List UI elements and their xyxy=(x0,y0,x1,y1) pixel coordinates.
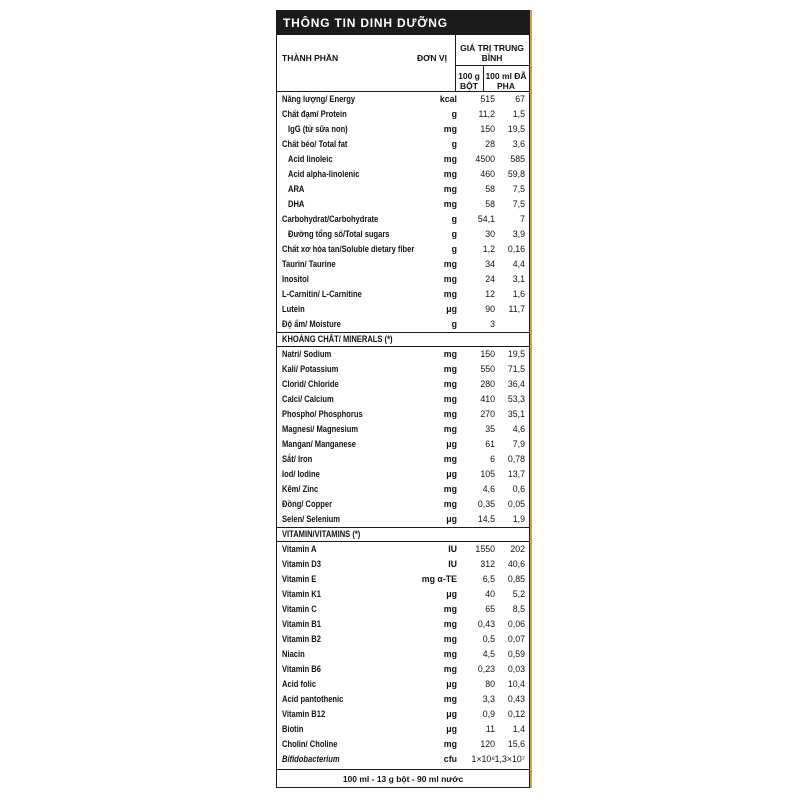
nutrient-name: L-Carnitin/ L-Carnitine xyxy=(282,289,362,299)
table-row xyxy=(277,227,529,242)
table-row xyxy=(277,677,529,692)
nutrient-name: Phospho/ Phosphorus xyxy=(282,409,363,419)
nutrient-name: Iod/ Iodine xyxy=(282,469,320,479)
footer-divider xyxy=(277,769,529,770)
value-per-100ml: 0,12 xyxy=(507,709,525,719)
value-per-100g: 61 xyxy=(485,439,495,449)
nutrient-unit: mg xyxy=(443,394,457,404)
table-row xyxy=(277,212,529,227)
value-per-100g: 90 xyxy=(485,304,495,314)
nutrient-name: Taurin/ Taurine xyxy=(282,259,336,269)
nutrient-name: Biotin xyxy=(282,724,304,734)
value-per-100ml: 0,85 xyxy=(507,574,525,584)
value-per-100g: 4500 xyxy=(475,154,495,164)
nutrient-unit: g xyxy=(451,214,457,224)
nutrient-unit: mg α-TE xyxy=(421,574,457,584)
value-per-100g: 12 xyxy=(485,289,495,299)
value-per-100g: 58 xyxy=(485,199,495,209)
nutrient-unit: IU xyxy=(448,544,457,554)
value-per-100ml: 0,07 xyxy=(507,634,525,644)
value-per-100g: 54,1 xyxy=(477,214,495,224)
value-per-100g: 11 xyxy=(485,724,495,734)
nutrient-unit: mg xyxy=(443,289,457,299)
table-row xyxy=(277,617,529,632)
nutrient-unit: cfu xyxy=(443,754,457,764)
nutrient-unit: mg xyxy=(443,454,457,464)
table-row xyxy=(277,632,529,647)
table-row xyxy=(277,242,529,257)
value-per-100g: 0,35 xyxy=(477,499,495,509)
nutrient-unit: mg xyxy=(443,484,457,494)
panel-title: THÔNG TIN DINH DƯỠNG xyxy=(283,16,448,30)
value-per-100g: 105 xyxy=(480,469,495,479)
nutrient-unit: mg xyxy=(443,259,457,269)
value-per-100g: 6,5 xyxy=(482,574,495,584)
value-per-100g: 1550 xyxy=(475,544,495,554)
value-per-100g: 6 xyxy=(490,454,495,464)
table-row xyxy=(277,377,529,392)
table-row xyxy=(277,737,529,752)
nutrient-name: Chất xơ hòa tan/Soluble dietary fiber xyxy=(282,244,415,254)
value-per-100ml: 19,5 xyxy=(507,124,525,134)
table-row xyxy=(277,497,529,512)
nutrient-unit: μg xyxy=(446,589,457,599)
table-row xyxy=(277,587,529,602)
nutrient-name: Kẽm/ Zinc xyxy=(282,484,319,494)
nutrient-name: Vitamin B12 xyxy=(282,709,326,719)
value-per-100g: 150 xyxy=(480,124,495,134)
value-per-100g: 34 xyxy=(485,259,495,269)
value-per-100ml: 71,5 xyxy=(507,364,525,374)
value-per-100ml: 3,1 xyxy=(512,274,525,284)
nutrient-unit: mg xyxy=(443,169,457,179)
nutrient-unit: mg xyxy=(443,739,457,749)
value-per-100ml: 4,4 xyxy=(512,259,525,269)
value-per-100g: 3,3 xyxy=(482,694,495,704)
value-per-100ml: 36,4 xyxy=(507,379,525,389)
table-row xyxy=(277,197,529,212)
nutrient-unit: mg xyxy=(443,619,457,629)
nutrient-unit: μg xyxy=(446,679,457,689)
nutrient-name: Năng lượng/ Energy xyxy=(282,94,356,104)
table-row xyxy=(277,422,529,437)
value-per-100ml: 1,6 xyxy=(512,289,525,299)
nutrient-name: Vitamin B1 xyxy=(282,619,321,629)
value-per-100g: 28 xyxy=(485,139,495,149)
table-row xyxy=(277,482,529,497)
table-header xyxy=(277,35,529,91)
value-per-100ml: 67 xyxy=(515,94,525,104)
col-divider xyxy=(455,35,456,91)
nutrient-unit: mg xyxy=(443,604,457,614)
table-row xyxy=(277,167,529,182)
footer-note: 100 ml - 13 g bột - 90 ml nước xyxy=(342,774,464,784)
value-per-100g: 550 xyxy=(480,364,495,374)
nutrient-name: Magnesi/ Magnesium xyxy=(282,424,359,434)
value-per-100ml: 1,4 xyxy=(512,724,525,734)
nutrient-unit: μg xyxy=(446,724,457,734)
table-row xyxy=(277,137,529,152)
value-per-100ml: 0,06 xyxy=(507,619,525,629)
value-per-100ml: 7 xyxy=(520,214,525,224)
value-per-100g: 515 xyxy=(480,94,495,104)
nutrient-unit: g xyxy=(451,319,457,329)
value-per-100ml: 19,5 xyxy=(507,349,525,359)
nutrient-unit: mg xyxy=(443,379,457,389)
nutrient-name: Vitamin E xyxy=(282,574,317,584)
table-row xyxy=(277,662,529,677)
nutrient-name: Selen/ Selenium xyxy=(282,514,341,524)
nutrient-unit: IU xyxy=(448,559,457,569)
value-per-100g: 120 xyxy=(480,739,495,749)
value-per-100ml: 0,43 xyxy=(507,694,525,704)
value-per-100g: 312 xyxy=(480,559,495,569)
value-per-100ml: 53,3 xyxy=(507,394,525,404)
nutrient-name: Vitamin A xyxy=(282,544,317,554)
nutrient-name: Độ ẩm/ Moisture xyxy=(282,319,341,329)
nutrient-name: Bifidobacterium xyxy=(282,754,340,764)
value-per-100g: 40 xyxy=(485,589,495,599)
nutrient-name: Kali/ Potassium xyxy=(282,364,339,374)
nutrient-unit: mg xyxy=(443,424,457,434)
table-row xyxy=(277,557,529,572)
header-col-a: 100 g BỘT xyxy=(458,71,480,91)
section-heading xyxy=(277,332,529,346)
header-unit: ĐƠN VỊ xyxy=(417,53,447,63)
nutrient-name: Niacin xyxy=(282,649,305,659)
value-per-100g: 80 xyxy=(485,679,495,689)
section-divider xyxy=(277,527,529,528)
nutrient-unit: μg xyxy=(446,304,457,314)
value-per-100g: 0,5 xyxy=(482,634,495,644)
value-per-100ml: 1,3×10⁷ xyxy=(494,754,525,764)
value-per-100g: 58 xyxy=(485,184,495,194)
nutrient-unit: mg xyxy=(443,349,457,359)
table-row xyxy=(277,407,529,422)
value-per-100ml: 0,78 xyxy=(507,454,525,464)
value-per-100ml: 15,6 xyxy=(507,739,525,749)
table-row xyxy=(277,572,529,587)
value-per-100g: 14,5 xyxy=(477,514,495,524)
value-per-100g: 1,2 xyxy=(482,244,495,254)
nutrient-unit: mg xyxy=(443,364,457,374)
value-per-100ml: 7,5 xyxy=(512,199,525,209)
value-per-100g: 1×10⁸ xyxy=(471,754,495,764)
nutrient-name: Chất béo/ Total fat xyxy=(282,139,348,149)
nutrient-name: Đồng/ Copper xyxy=(282,499,333,509)
nutrient-name: Vitamin B2 xyxy=(282,634,321,644)
value-per-100ml: 0,59 xyxy=(507,649,525,659)
table-row xyxy=(277,707,529,722)
table-row xyxy=(277,452,529,467)
value-per-100ml: 0,16 xyxy=(507,244,525,254)
table-row xyxy=(277,287,529,302)
table-row xyxy=(277,437,529,452)
nutrient-unit: g xyxy=(451,139,457,149)
value-per-100ml: 4,6 xyxy=(512,424,525,434)
value-per-100ml: 0,03 xyxy=(507,664,525,674)
section-divider xyxy=(277,332,529,333)
nutrient-name: Đường tổng số/Total sugars xyxy=(288,229,390,239)
nutrient-name: Acid pantothenic xyxy=(282,694,344,704)
nutrient-unit: mg xyxy=(443,199,457,209)
nutrient-unit: mg xyxy=(443,154,457,164)
table-row xyxy=(277,722,529,737)
section-heading xyxy=(277,527,529,541)
nutrient-name: Carbohydrat/Carbohydrate xyxy=(282,214,379,224)
table-row xyxy=(277,257,529,272)
value-per-100g: 4,5 xyxy=(482,649,495,659)
table-row xyxy=(277,122,529,137)
table-row xyxy=(277,272,529,287)
value-per-100g: 0,43 xyxy=(477,619,495,629)
nutrient-name: Acid folic xyxy=(282,679,317,689)
value-per-100g: 30 xyxy=(485,229,495,239)
nutrient-name: Acid alpha-linolenic xyxy=(288,169,360,179)
nutrient-unit: μg xyxy=(446,709,457,719)
value-per-100ml: 7,9 xyxy=(512,439,525,449)
table-row xyxy=(277,152,529,167)
header-col-b: 100 ml ĐÃ PHA xyxy=(485,71,527,91)
value-per-100ml: 0,6 xyxy=(512,484,525,494)
value-per-100g: 35 xyxy=(485,424,495,434)
table-row xyxy=(277,302,529,317)
table-row xyxy=(277,512,529,527)
table-row xyxy=(277,182,529,197)
nutrient-name: Clorid/ Chloride xyxy=(282,379,339,389)
value-per-100ml: 11,7 xyxy=(508,304,525,314)
nutrient-name: Calci/ Calcium xyxy=(282,394,334,404)
nutrient-unit: g xyxy=(451,244,457,254)
nutrient-name: IgG (từ sữa non) xyxy=(288,124,348,134)
value-per-100g: 4,6 xyxy=(482,484,495,494)
nutrient-name: Lutein xyxy=(282,304,305,314)
nutrient-unit: mg xyxy=(443,649,457,659)
nutrient-name: Sắt/ Iron xyxy=(282,454,313,464)
nutrient-unit: mg xyxy=(443,664,457,674)
nutrient-unit: g xyxy=(451,109,457,119)
nutrient-unit: mg xyxy=(443,409,457,419)
value-per-100g: 410 xyxy=(480,394,495,404)
title-bar xyxy=(277,11,529,35)
value-per-100ml: 1,9 xyxy=(512,514,525,524)
nutrient-name: Vitamin B6 xyxy=(282,664,321,674)
table-row xyxy=(277,542,529,557)
value-per-100ml: 59,8 xyxy=(507,169,525,179)
value-per-100ml: 202 xyxy=(510,544,525,554)
table-row xyxy=(277,362,529,377)
table-row xyxy=(277,92,529,107)
table-row xyxy=(277,392,529,407)
nutrient-unit: μg xyxy=(446,514,457,524)
nutrient-name: Vitamin C xyxy=(282,604,317,614)
nutrient-name: Cholin/ Choline xyxy=(282,739,338,749)
header-component: THÀNH PHẦN xyxy=(282,53,339,63)
value-per-100ml: 13,7 xyxy=(507,469,525,479)
value-per-100g: 270 xyxy=(480,409,495,419)
value-per-100g: 3 xyxy=(490,319,495,329)
nutrient-unit: g xyxy=(451,229,457,239)
value-per-100ml: 3,9 xyxy=(512,229,525,239)
value-per-100ml: 35,1 xyxy=(507,409,525,419)
value-per-100ml: 5,2 xyxy=(512,589,525,599)
subheader-divider xyxy=(455,65,529,66)
nutrient-unit: μg xyxy=(446,439,457,449)
value-per-100g: 150 xyxy=(480,349,495,359)
value-per-100g: 0,23 xyxy=(477,664,495,674)
nutrient-unit: mg xyxy=(443,694,457,704)
nutrient-unit: μg xyxy=(446,469,457,479)
value-per-100ml: 7,5 xyxy=(512,184,525,194)
nutrient-unit: mg xyxy=(443,274,457,284)
table-row xyxy=(277,752,529,767)
nutrient-name: Vitamin K1 xyxy=(282,589,321,599)
value-per-100ml: 1,5 xyxy=(512,109,525,119)
section-title: VITAMIN/VITAMINS (*) xyxy=(282,529,361,539)
value-per-100ml: 8,5 xyxy=(512,604,525,614)
value-per-100ml: 40,6 xyxy=(507,559,525,569)
subcol-divider xyxy=(483,65,484,91)
value-per-100g: 460 xyxy=(480,169,495,179)
nutrient-name: Acid linoleic xyxy=(288,154,333,164)
table-row xyxy=(277,107,529,122)
section-title: KHOÁNG CHẤT/ MINERALS (*) xyxy=(282,334,393,344)
value-per-100g: 280 xyxy=(480,379,495,389)
header-avg: GIÁ TRỊ TRUNG BÌNH xyxy=(460,43,524,63)
nutrient-unit: mg xyxy=(443,499,457,509)
nutrient-unit: mg xyxy=(443,184,457,194)
value-per-100g: 24 xyxy=(485,274,495,284)
table-row xyxy=(277,647,529,662)
table-row xyxy=(277,467,529,482)
nutrient-name: Vitamin D3 xyxy=(282,559,321,569)
nutrient-name: ARA xyxy=(288,184,305,194)
value-per-100ml: 3,6 xyxy=(512,139,525,149)
nutrition-panel xyxy=(276,10,530,788)
table-row xyxy=(277,692,529,707)
value-per-100ml: 0,05 xyxy=(507,499,525,509)
value-per-100g: 65 xyxy=(485,604,495,614)
nutrient-name: DHA xyxy=(288,199,305,209)
nutrient-unit: mg xyxy=(443,634,457,644)
nutrient-unit: kcal xyxy=(439,94,457,104)
table-row xyxy=(277,347,529,362)
value-per-100g: 0,9 xyxy=(482,709,495,719)
nutrient-name: Mangan/ Manganese xyxy=(282,439,357,449)
table-row xyxy=(277,317,529,332)
table-row xyxy=(277,602,529,617)
nutrient-name: Natri/ Sodium xyxy=(282,349,332,359)
nutrient-name: Inositol xyxy=(282,274,309,284)
value-per-100g: 11,2 xyxy=(478,109,495,119)
nutrient-name: Chất đạm/ Protein xyxy=(282,109,347,119)
value-per-100ml: 585 xyxy=(510,154,525,164)
value-per-100ml: 10,4 xyxy=(507,679,525,689)
nutrient-unit: mg xyxy=(443,124,457,134)
